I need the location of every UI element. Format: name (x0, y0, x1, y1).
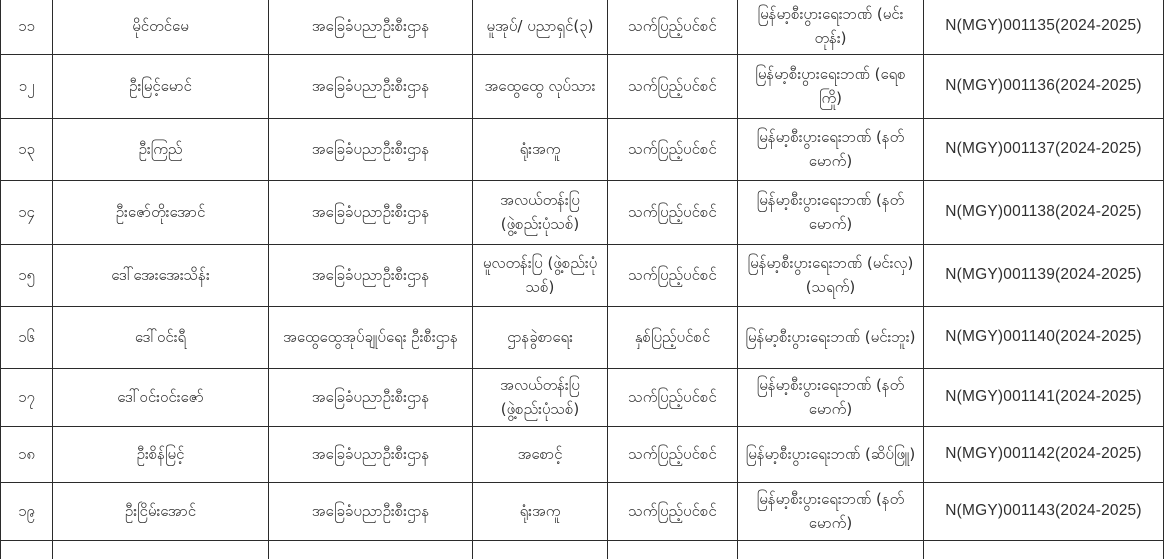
cell-id-number: N(MGY)001140(2024-2025) (924, 307, 1164, 369)
cell-serial-no: ၁၅ (1, 245, 53, 307)
cell-empty (269, 541, 473, 559)
cell-name: ဦးဇော်တိုးအောင် (53, 181, 269, 245)
cell-name: ဒေါ်ဝင်းဝင်းဇော် (53, 369, 269, 427)
table-row (1, 483, 1164, 541)
cell-department: အခြေခံပညာဦးစီးဌာန (269, 369, 473, 427)
cell-department: အခြေခံပညာဦးစီးဌာန (269, 245, 473, 307)
table-row (1, 427, 1164, 483)
cell-name: ဒေါ်ဝင်းရီ (53, 307, 269, 369)
cell-serial-no: ၁၆ (1, 307, 53, 369)
cell-bank: မြန်မာ့စီးပွားရေးဘဏ် (မင်းဘူး) (738, 307, 924, 369)
cell-pension-type: သက်ပြည့်ပင်စင် (608, 483, 738, 541)
cell-department: အခြေခံပညာဦးစီးဌာန (269, 483, 473, 541)
cell-bank: မြန်မာ့စီးပွားရေးဘဏ် (နတ်မောက်) (738, 181, 924, 245)
table-row (1, 119, 1164, 181)
cell-id-number: N(MGY)001137(2024-2025) (924, 119, 1164, 181)
cell-serial-no: ၁၁ (1, 0, 53, 55)
cell-id-number: N(MGY)001138(2024-2025) (924, 181, 1164, 245)
cell-bank: မြန်မာ့စီးပွားရေးဘဏ် (ဆိပ်ဖြူ) (738, 427, 924, 483)
cell-bank: မြန်မာ့စီးပွားရေးဘဏ် (နတ်မောက်) (738, 483, 924, 541)
cell-pension-type: သက်ပြည့်ပင်စင် (608, 369, 738, 427)
table-row (1, 307, 1164, 369)
cell-department: အခြေခံပညာဦးစီးဌာန (269, 427, 473, 483)
cell-id-number: N(MGY)001139(2024-2025) (924, 245, 1164, 307)
cell-serial-no: ၁၉ (1, 483, 53, 541)
cell-position: အလယ်တန်းပြ (ဖွဲ့စည်းပုံသစ်) (473, 369, 608, 427)
cell-id-number: N(MGY)001136(2024-2025) (924, 55, 1164, 119)
cell-bank: မြန်မာ့စီးပွားရေးဘဏ် (ရေစကြို) (738, 55, 924, 119)
cell-serial-no: ၁၈ (1, 427, 53, 483)
cell-empty (53, 541, 269, 559)
cell-empty (924, 541, 1164, 559)
cell-bank: မြန်မာ့စီးပွားရေးဘဏ် (နတ်မောက်) (738, 369, 924, 427)
cell-name: ဦးစိန်မြင့် (53, 427, 269, 483)
cell-empty (608, 541, 738, 559)
cell-pension-type: သက်ပြည့်ပင်စင် (608, 245, 738, 307)
cell-empty (473, 541, 608, 559)
cell-pension-type: သက်ပြည့်ပင်စင် (608, 55, 738, 119)
cell-empty (738, 541, 924, 559)
table-row (1, 55, 1164, 119)
cell-name: ဦးငြိမ်းအောင် (53, 483, 269, 541)
table-row (1, 369, 1164, 427)
cell-department: အထွေထွေအုပ်ချုပ်ရေး ဦးစီးဌာန (269, 307, 473, 369)
table-row (1, 0, 1164, 55)
cell-department: အခြေခံပညာဦးစီးဌာန (269, 119, 473, 181)
cell-department: အခြေခံပညာဦးစီးဌာန (269, 0, 473, 55)
cell-bank: မြန်မာ့စီးပွားရေးဘဏ် (မင်းတုန်း) (738, 0, 924, 55)
cell-position: ရုံးအကူ (473, 483, 608, 541)
cell-position: အစောင့် (473, 427, 608, 483)
cell-id-number: N(MGY)001135(2024-2025) (924, 0, 1164, 55)
cell-serial-no: ၁၃ (1, 119, 53, 181)
cell-department: အခြေခံပညာဦးစီးဌာန (269, 181, 473, 245)
cell-pension-type: သက်ပြည့်ပင်စင် (608, 0, 738, 55)
cell-position: ဌာနခွဲစာရေး (473, 307, 608, 369)
cell-position: အထွေထွေ လုပ်သား (473, 55, 608, 119)
cell-position: အလယ်တန်းပြ (ဖွဲ့စည်းပုံသစ်) (473, 181, 608, 245)
cell-bank: မြန်မာ့စီးပွားရေးဘဏ် (မင်းလှ)(သရက်) (738, 245, 924, 307)
cell-name: ဦးမြင့်မောင် (53, 55, 269, 119)
cell-name: ဦးကြည် (53, 119, 269, 181)
cell-pension-type: သက်ပြည့်ပင်စင် (608, 119, 738, 181)
cell-name: မိုင်တင်မေ (53, 0, 269, 55)
cell-position: ရုံးအကူ (473, 119, 608, 181)
cell-pension-type: သက်ပြည့်ပင်စင် (608, 427, 738, 483)
cell-bank: မြန်မာ့စီးပွားရေးဘဏ် (နတ်မောက်) (738, 119, 924, 181)
table-row (1, 245, 1164, 307)
cell-id-number: N(MGY)001143(2024-2025) (924, 483, 1164, 541)
cell-pension-type: နှစ်ပြည့်ပင်စင် (608, 307, 738, 369)
cell-serial-no: ၁၇ (1, 369, 53, 427)
table-row-partial (1, 541, 1164, 559)
cell-department: အခြေခံပညာဦးစီးဌာန (269, 55, 473, 119)
cell-serial-no: ၁၄ (1, 181, 53, 245)
cell-position: မူလတန်းပြ (ဖွဲ့စည်းပုံသစ်) (473, 245, 608, 307)
cell-id-number: N(MGY)001142(2024-2025) (924, 427, 1164, 483)
cell-id-number: N(MGY)001141(2024-2025) (924, 369, 1164, 427)
cell-name: ဒေါ်အေးအေးသိန်း (53, 245, 269, 307)
cell-empty (1, 541, 53, 559)
table-row (1, 181, 1164, 245)
cell-serial-no: ၁၂ (1, 55, 53, 119)
cell-position: မူအုပ်/ ပညာရှင်(၃) (473, 0, 608, 55)
cell-pension-type: သက်ပြည့်ပင်စင် (608, 181, 738, 245)
